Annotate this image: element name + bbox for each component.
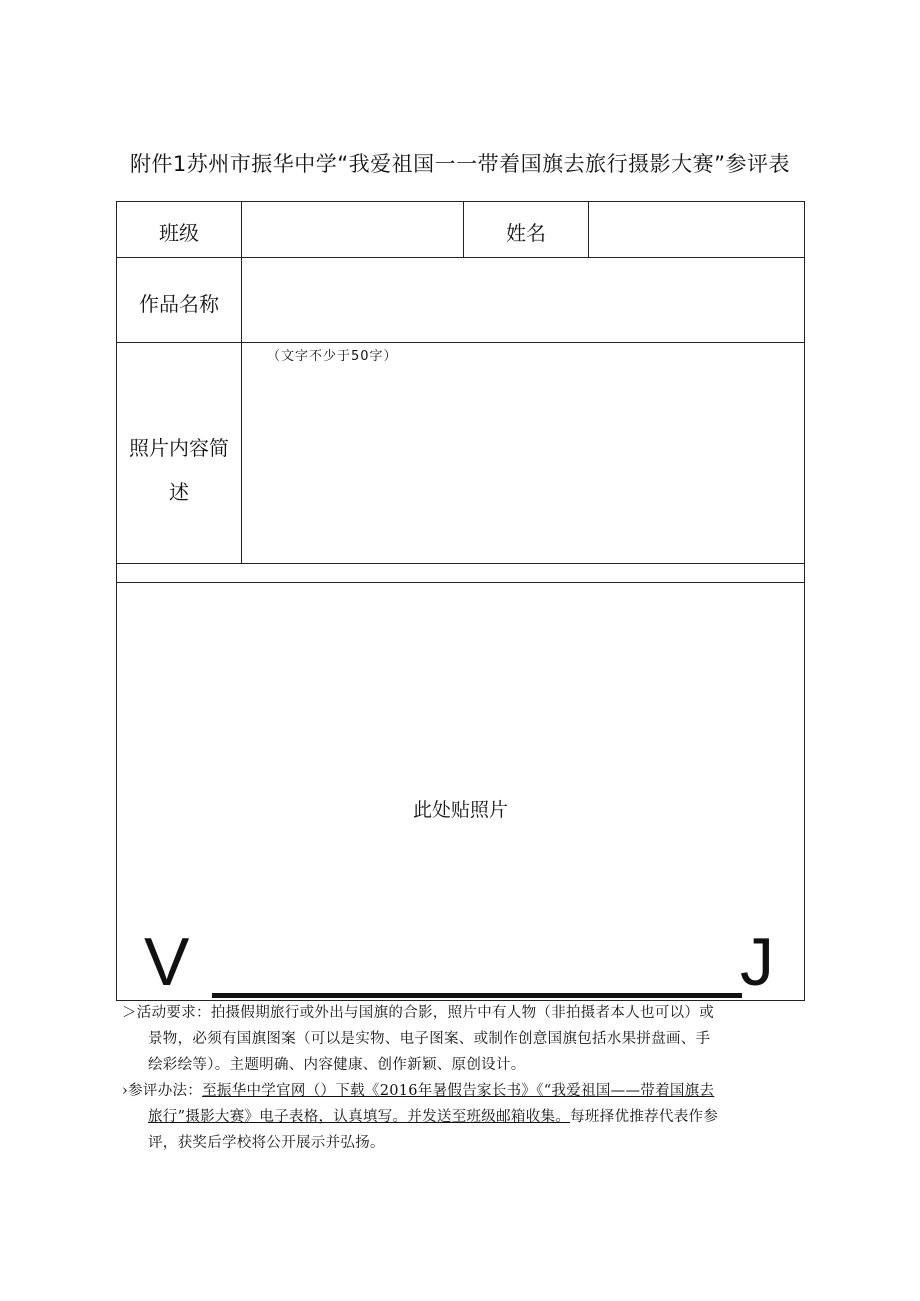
activity-line3: 绘彩绘等）。主题明确、内容健康、创作新颖、原创设计。 — [148, 1057, 526, 1073]
name-field[interactable] — [589, 202, 805, 257]
scan-artifact-bar — [212, 993, 742, 998]
description-hint: （文字不少于50字） — [267, 349, 398, 364]
page-title: 附件1苏州市振华中学“我爱祖国一一带着国旗去旅行摄影大赛”参评表 — [129, 152, 791, 176]
description-label — [117, 426, 241, 514]
evaluation-method — [122, 1078, 812, 1156]
class-label: 班级 — [159, 221, 199, 245]
description-label-line1: 照片内容简 — [129, 436, 229, 460]
row-divider — [117, 563, 804, 564]
activity-prefix: ＞活动要求： — [122, 1005, 211, 1021]
activity-line2: 景物，必须有国旗图案（可以是实物、电子图案、或制作创意国旗包括水果拼盘画、手 — [148, 1031, 711, 1047]
scan-artifact-j: J — [740, 924, 774, 1000]
activity-requirements — [122, 1000, 812, 1078]
work-title-label: 作品名称 — [139, 292, 219, 316]
row-divider — [117, 342, 804, 343]
activity-line1: 拍摄假期旅行或外出与国旗的合影，照片中有人物（非拍摄者本人也可以）或 — [210, 1005, 715, 1021]
work-title-field[interactable] — [242, 258, 805, 342]
name-label: 姓名 — [506, 221, 546, 245]
description-field[interactable] — [242, 364, 805, 562]
method-line3: 评，获奖后学校将公开展示并弘扬。 — [148, 1135, 385, 1151]
photo-paste-area[interactable] — [117, 582, 804, 1002]
method-line2-rest: 每班择优推荐代表作参 — [570, 1109, 719, 1125]
method-prefix: ›参评办法： — [122, 1083, 203, 1099]
description-label-line2: 述 — [169, 480, 189, 504]
entry-form-table — [116, 201, 805, 1001]
class-field[interactable] — [242, 202, 463, 257]
scan-artifact-v: V — [144, 924, 190, 1000]
method-line1: 至振华中学官网（）下载《2016年暑假告家长书》《“我爱祖国——带着国旗去 — [202, 1083, 715, 1099]
method-line2-underlined: 旅行”摄影大赛》电子表格，认真填写。并发送至班级邮箱收集。 — [148, 1109, 571, 1125]
notes-section — [122, 1000, 812, 1156]
photo-placeholder: 此处贴照片 — [412, 799, 508, 821]
